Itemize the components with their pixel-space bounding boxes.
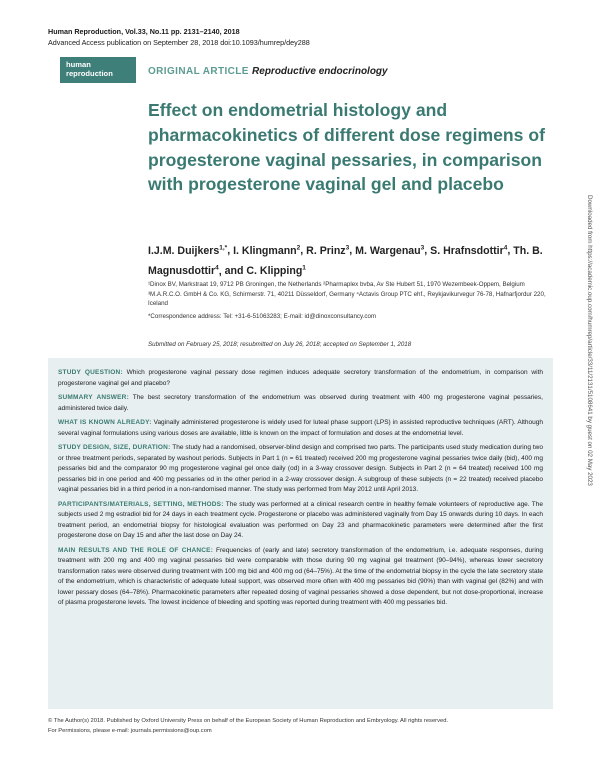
article-kind: ORIGINAL ARTICLE: [148, 66, 249, 77]
structured-abstract: [48, 358, 553, 709]
affiliations: ¹Dinox BV, Markstraat 19, 9712 PB Groningen, the Netherlands ²Pharmaplex bvba, Av Ste Hubert 51, 1970 Wezembeek-Oppem, Belgium ³M.A.R.C.O. GmbH & Co. KG, Schirmerstr. 71, 40211 Düsseldorf, Germany ⁴Actavis Group PTC ehf., Reykjavikurvegur 76-78, Hafnarfjordur 220, Iceland: [148, 281, 546, 308]
abstract-section: [58, 500, 543, 542]
abstract-label: PARTICIPANTS/MATERIALS, SETTING, METHODS:: [58, 500, 224, 508]
abstract-section: [58, 546, 543, 609]
author: I.J.M. Duijkers$^{1,*}$: [148, 244, 228, 257]
correspondence-address: *Correspondence address: Tel: +31-6-51063283; E-mail: id@dinoxconsultancy.com: [148, 313, 377, 320]
abstract-label: SUMMARY ANSWER:: [58, 394, 129, 401]
author: I. Klingmann$^2$: [233, 244, 301, 257]
article-subject: Reproductive endocrinology: [252, 66, 388, 77]
abstract-text: The study was performed at a clinical research centre in healthy female volunteers of reproductive age. The subjects used 2 mg estradiol bid for 24 days in each treatment cycle. Progesterone or placebo was administered vaginally from Day 15 onwards during 10 days. In each treatment period, an endometrial biopsy for histological evaluation was performed on Day 23 and pharmacokinetic parameters were determined after the first progesterone dose on Day 15 and after the last dose on Day 24.: [58, 500, 544, 539]
abstract-text: Vaginally administered progesterone is widely used for luteal phase support (LPS) in assisted reproductive techniques (ART). Although several vaginal formulations using various doses are available, little is known on the impact of formulation and doses at the endometrial level.: [58, 419, 543, 437]
abstract-text: Frequencies of (early and late) secretory transformation of the endometrium, i.e. adequate responses, during treatment with 200 mg and 400 mg vaginal pessaries bid were comparable with those during 90 mg vaginal gel treatment (90–94%), whereas lower secretory transformation rates were observed during treatment with 100 mg bid and 400 mg od (64–75%). At the time of the endometrial biopsy in the cycle the late secretory state of the endometrium, which is characteristic of adequate luteal support, was observed more often with 400 mg pessaries bid (90%) than with vaginal gel (82%) and with lower pessary doses (64–78%). Pharmacokinetic parameters after repeated dosing of vaginal pessaries showed a dose dependent, but not dose-proportional, increase of plasma progesterone levels. The lowest incidence of bleeding and spotting was reported during treatment with 400 mg pessaries bid.: [58, 546, 543, 606]
abstract-section: [58, 368, 543, 389]
journal-logo: [60, 57, 136, 83]
article-title: Effect on endometrial histology and pharmacokinetics of different dose regimens of progesterone vaginal pessaries, in comparison with progesterone vaginal gel and placebo: [148, 100, 545, 195]
author: R. Prinz$^3$: [306, 244, 350, 257]
abstract-section: [58, 443, 543, 496]
author: S. Hrafnsdottir$^4$: [430, 244, 508, 257]
abstract-label: STUDY QUESTION:: [58, 369, 123, 376]
download-note: Downloaded from https://academic.oup.com/humrep/article/33/11/2131/5108641 by guest on 02 May 2023: [586, 195, 593, 486]
abstract-text: Which progesterone vaginal pessary dose regimen induces adequate secretory transformation of the endometrium, in comparison with progesterone vaginal gel and placebo?: [58, 369, 543, 387]
abstract-text: The best secretory transformation of the endometrium was observed during treatment with 400 mg progesterone vaginal pessaries, administered twice daily.: [58, 394, 543, 412]
author: and C. Klipping$^1$: [224, 264, 306, 278]
submission-dates: Submitted on February 25, 2018; resubmitted on July 26, 2018; accepted on September 1, 2018: [148, 341, 412, 348]
abstract-section: [58, 393, 543, 414]
copyright-footer: [48, 716, 448, 736]
abstract-label: STUDY DESIGN, SIZE, DURATION:: [58, 444, 171, 451]
abstract-section: [58, 418, 543, 439]
journal-header: [48, 27, 310, 48]
abstract-label: WHAT IS KNOWN ALREADY:: [58, 419, 152, 426]
author: M. Wargenau$^3$: [355, 244, 425, 257]
advance-access-line: Advanced Access publication on September 28, 2018 doi:10.1093/humrep/dey288: [48, 37, 310, 47]
abstract-text: The study had a randomised, observer-blind design and comprised two parts. The participants used study medication during two or three treatment periods, separated by washout periods. Subjects in Part 1 (n = 61 treated) received 200 mg progesterone vaginal pessaries twice daily (bid), 400 mg pessaries bid and the comparator 90 mg progesterone vaginal gel once daily (od) in a 3-way crossover design. Subjects in Part 2 (n = 64 treated) received 100 mg pessaries bid in one period and 400 mg pessaries od in the other period in a 2-way crossover design. A subgroup of these subjects (n = 22 treated) received placebo vaginal pessaries bid in a third period in a non-randomised manner. The study was performed from May 2012 until April 2013.: [58, 444, 543, 493]
permissions-line: For Permissions, please e-mail: journals.permissions@oup.com: [48, 728, 212, 734]
logo-line-1: human: [66, 60, 91, 69]
author-list: I.J.M. Duijkers$^{1,*}$, I. Klingmann$^2$, R. Prinz$^3$, M. Wargenau$^3$, S. Hrafnsdottir$^4$, Th. B. Magnusdottir$^4$, and C. Klipping$^1$: [148, 244, 543, 278]
abstract-label: MAIN RESULTS AND THE ROLE OF CHANCE:: [58, 546, 214, 554]
author: Th. B. Magnusdottir$^4$: [148, 244, 543, 278]
logo-line-2: reproduction: [66, 68, 113, 78]
copyright-line: © The Author(s) 2018. Published by Oxford University Press on behalf of the European Society of Human Reproduction and Embryology. All rights reserved.: [48, 718, 449, 724]
journal-citation: Human Reproduction, Vol.33, No.11 pp. 2131–2140, 2018: [48, 27, 240, 36]
brand-row: [60, 55, 550, 81]
article-type: [148, 66, 388, 77]
